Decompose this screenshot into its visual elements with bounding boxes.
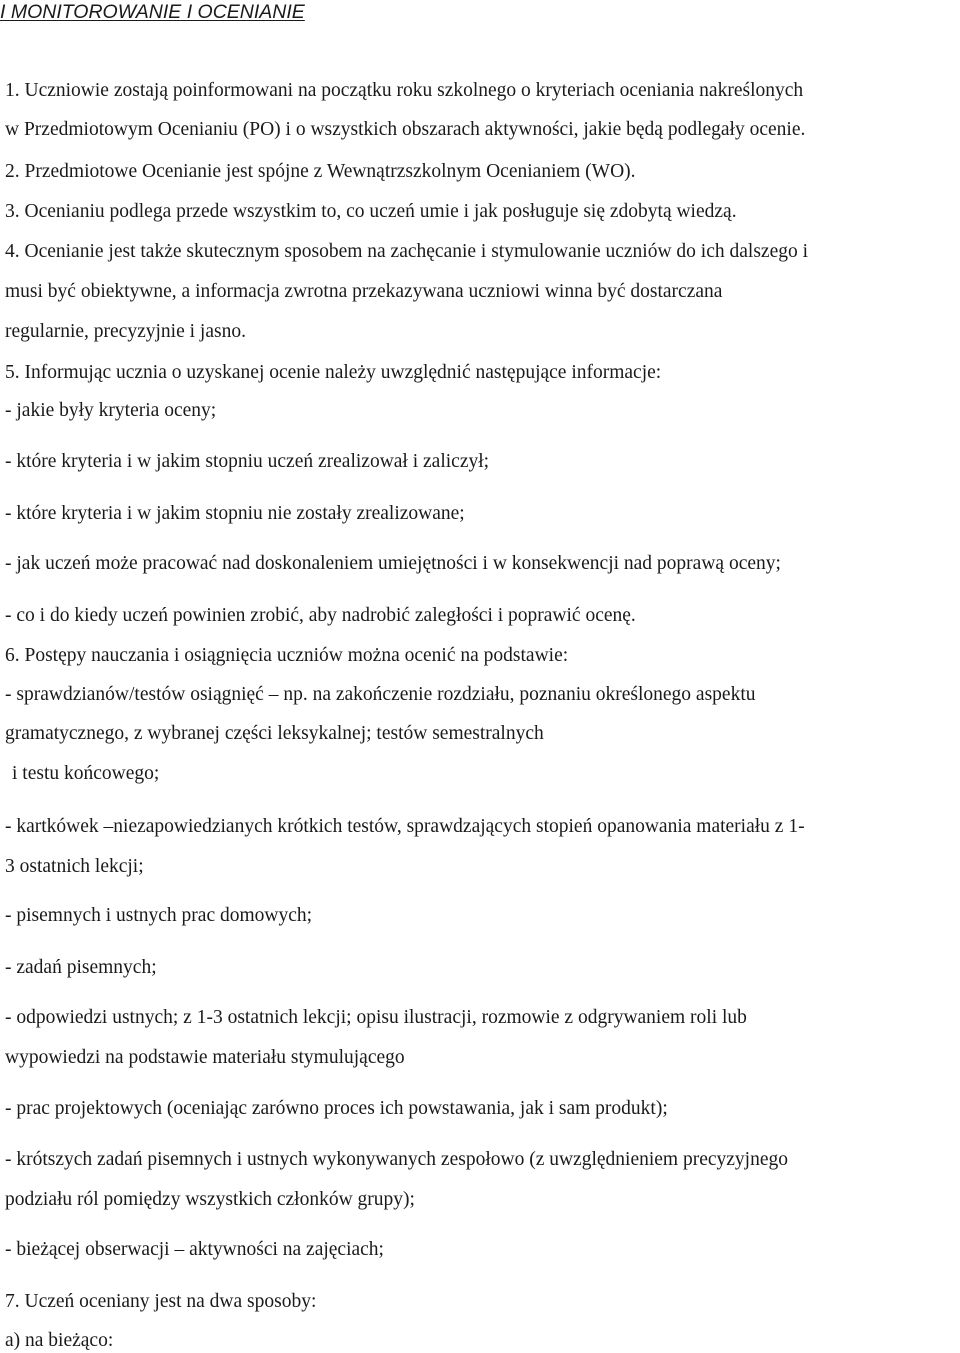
point-4-line-3: regularnie, precyzyjnie i jasno. — [5, 321, 246, 342]
point-6-item-1-line-2: gramatycznego, z wybranej części leksykalnej; testów semestralnych — [5, 723, 544, 744]
section-heading: I MONITOROWANIE I OCENIANIE — [0, 1, 305, 23]
point-4-line-1: 4. Ocenianie jest także skutecznym sposobem na zachęcanie i stymulowanie uczniów do ich dalszego i — [5, 241, 809, 262]
point-5-item-4: - jak uczeń może pracować nad doskonaleniem umiejętności i w konsekwencji nad poprawą oceny; — [5, 553, 781, 574]
point-6-item-8: - bieżącej obserwacji – aktywności na zajęciach; — [5, 1239, 384, 1260]
point-6-item-2-line-2: 3 ostatnich lekcji; — [5, 856, 144, 877]
point-7-item-a: a) na bieżąco: — [5, 1330, 114, 1351]
point-6-item-2-line-1: - kartkówek –niezapowiedzianych krótkich testów, sprawdzających stopień opanowania materiału z 1- — [5, 816, 805, 837]
point-5-item-2: - które kryteria i w jakim stopniu uczeń zrealizował i zaliczył; — [5, 451, 490, 472]
point-3: 3. Ocenianiu podlega przede wszystkim to, co uczeń umie i jak posługuje się zdobytą wiedzą. — [5, 201, 737, 222]
point-4-line-2: musi być obiektywne, a informacja zwrotna przekazywana uczniowi winna być dostarczana — [5, 281, 723, 302]
point-6: 6. Postępy nauczania i osiągnięcia uczniów można ocenić na podstawie: — [5, 645, 569, 666]
point-7: 7. Uczeń oceniany jest na dwa sposoby: — [5, 1291, 317, 1312]
point-1-line-1: 1. Uczniowie zostają poinformowani na początku roku szkolnego o kryteriach oceniania nakreślonych — [5, 80, 804, 101]
point-5: 5. Informując ucznia o uzyskanej ocenie należy uwzględnić następujące informacje: — [5, 362, 662, 383]
point-5-item-1: - jakie były kryteria oceny; — [5, 400, 217, 421]
point-5-item-3: - które kryteria i w jakim stopniu nie zostały zrealizowane; — [5, 503, 465, 524]
point-1-line-2: w Przedmiotowym Ocenianiu (PO) i o wszystkich obszarach aktywności, jakie będą podlegały ocenie. — [5, 119, 806, 140]
point-6-item-6: - prac projektowych (oceniając zarówno proces ich powstawania, jak i sam produkt); — [5, 1098, 668, 1119]
point-6-item-3: - pisemnych i ustnych prac domowych; — [5, 905, 313, 926]
point-6-item-7-line-1: - krótszych zadań pisemnych i ustnych wykonywanych zespołowo (z uwzględnieniem precyzyjnego — [5, 1149, 789, 1170]
point-6-item-4: - zadań pisemnych; — [5, 957, 157, 978]
point-6-item-7-line-2: podziału ról pomiędzy wszystkich członków grupy); — [5, 1189, 415, 1210]
point-6-item-5-line-2: wypowiedzi na podstawie materiału stymulującego — [5, 1047, 405, 1068]
point-5-item-5: - co i do kiedy uczeń powinien zrobić, aby nadrobić zaległości i poprawić ocenę. — [5, 605, 636, 626]
point-2: 2. Przedmiotowe Ocenianie jest spójne z Wewnątrzszkolnym Ocenianiem (WO). — [5, 161, 636, 182]
point-6-item-1-line-1: - sprawdzianów/testów osiągnięć – np. na zakończenie rozdziału, poznaniu określonego aspektu — [5, 684, 756, 705]
point-6-item-5-line-1: - odpowiedzi ustnych; z 1-3 ostatnich lekcji; opisu ilustracji, rozmowie z odgrywaniem roli lub — [5, 1007, 747, 1028]
point-6-item-1-line-3: i testu końcowego; — [12, 763, 160, 784]
